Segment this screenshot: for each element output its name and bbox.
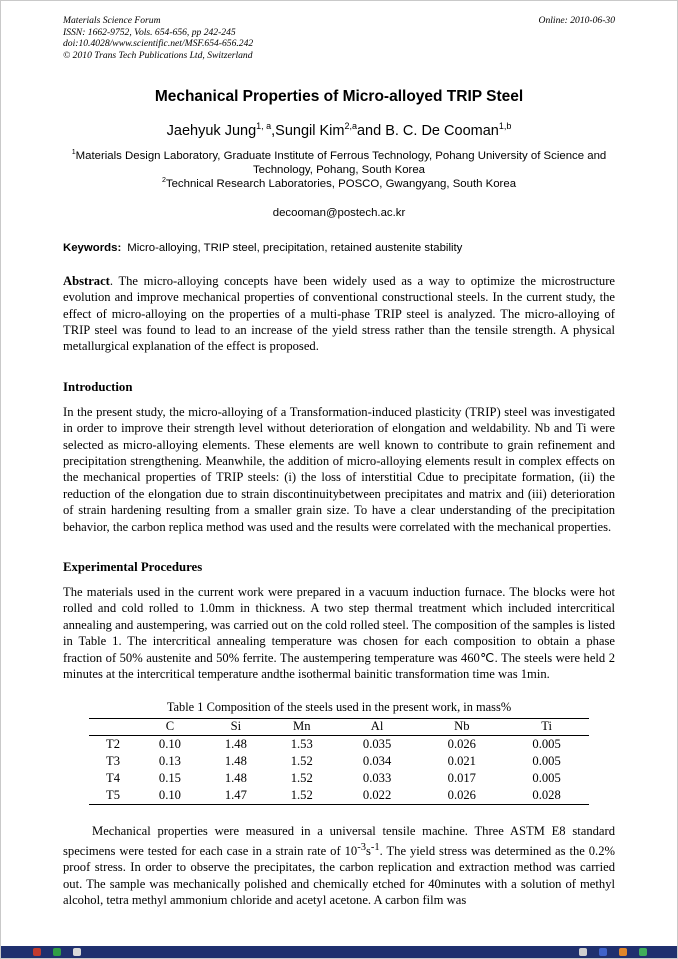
- table-cell: 1.53: [290, 737, 313, 752]
- table-cell: 1.52: [290, 754, 313, 769]
- table-header-cell: Nb: [419, 719, 504, 736]
- table-cell: 0.005: [532, 754, 561, 769]
- taskbar-right-icons: [579, 948, 647, 956]
- table-cell: 0.034: [362, 754, 392, 769]
- table-cell: T5: [106, 788, 120, 803]
- exponent-sup: -1: [370, 841, 380, 853]
- affiliations: [63, 150, 615, 191]
- affiliation-sup: 2: [161, 177, 166, 185]
- table-cell: 0.005: [532, 771, 561, 786]
- table-cell: 1.47: [224, 788, 247, 803]
- journal-issn-line: ISSN: 1662-9752, Vols. 654-656, pp 242-245: [63, 26, 236, 38]
- taskbar-icon[interactable]: [639, 948, 647, 956]
- author-affiliation-sup: 2,a: [344, 121, 357, 132]
- page-header: [63, 15, 615, 61]
- abstract-label: Abstract: [63, 273, 110, 288]
- affiliation-2: [63, 178, 615, 192]
- table-row: [89, 753, 589, 770]
- taskbar-icon[interactable]: [579, 948, 587, 956]
- table-cell: 1.48: [224, 737, 247, 752]
- section-heading-introduction: Introduction: [63, 379, 133, 394]
- table-cell: 0.017: [447, 771, 476, 786]
- table-header-cell: Mn: [269, 719, 335, 736]
- taskbar-icon[interactable]: [619, 948, 627, 956]
- table-row: [89, 736, 589, 754]
- table-cell: 0.10: [158, 737, 181, 752]
- table-row: [89, 770, 589, 787]
- table-cell: 0.033: [362, 771, 392, 786]
- keywords-line: [63, 242, 615, 254]
- table-cell: T3: [106, 754, 120, 769]
- table-cell: 0.13: [158, 754, 181, 769]
- affiliation-sup: 1: [71, 149, 76, 157]
- table-caption: Table 1 Composition of the steels used in the present work, in mass%: [166, 700, 512, 715]
- table-row: [89, 787, 589, 805]
- paragraph-text: s: [365, 844, 371, 859]
- journal-name: Materials Science Forum: [63, 15, 161, 26]
- journal-copyright-line: © 2010 Trans Tech Publications Ltd, Switzerland: [63, 49, 253, 61]
- author-name: Jaehyuk Jung: [166, 123, 257, 140]
- table-cell: 0.022: [362, 788, 392, 803]
- section-heading-experimental: Experimental Procedures: [63, 560, 203, 575]
- table-header-cell: Si: [203, 719, 269, 736]
- table-cell: 0.026: [447, 788, 476, 803]
- abstract-text: . The micro-alloying concepts have been widely used as a way to optimize the microstructure evolution and improve mechanical properties of conventional constructional steels. In the current study, the effect of micro-alloying on the properties of a multi-phase TRIP steel is analyzed. The micro-alloying of TRIP steel was found to lead to an increase of the yield stress rather than the tensile strength. A physical metallurgical explanation of the effect is proposed.: [63, 273, 615, 354]
- table-header-cell: C: [137, 719, 203, 736]
- taskbar[interactable]: [1, 946, 677, 958]
- paragraph-text: . The yield stress was determined as the 0.2% proof stress. In order to observe the precipitates, the carbon replication and extraction method was carried out. The sample was mechanically polished and chemically etched for 40minutes with a solution of methyl alcohol, tetra methyl ammonium chloride and acetyl acetone. A carbon film was: [63, 844, 615, 908]
- exponent-sup: -3: [357, 841, 366, 853]
- table-cell: 1.48: [224, 771, 247, 786]
- table-cell: 0.15: [158, 771, 181, 786]
- introduction-paragraph: In the present study, the micro-alloying of a Transformation-induced plasticity (TRIP) steel was investigated in order to improve their strength level without deterioration of elongation and weldability. Nb and Ti were selected as micro-alloying elements. These elements are well known to contribute to grain refinement and precipitation strengthening. Meanwhile, the addition of micro-alloying elements result in complex effects on the mechanical properties of TRIP steels: (i) the loss of interstitial Cdue to precipitate formation, (ii) the reduction of the elongation due to strain discontinuitybetween precipitates and matrix and (iii) deterioration of strain hardening resulting from a smaller grain size. To have a clear understanding of the precipitation behavior, the carbon replica method was used and the results were correlated with the mechanical properties.: [63, 404, 615, 534]
- author-name: ,Sungil Kim: [271, 123, 345, 140]
- taskbar-icon[interactable]: [73, 948, 81, 956]
- taskbar-left-icons: [33, 948, 81, 956]
- author-name: and B. C. De Cooman: [356, 123, 499, 140]
- experimental-paragraph: The materials used in the current work were prepared in a vacuum induction furnace. The blocks were hot rolled and cold rolled to 1.0mm in thickness. A two step thermal treatment which included intercritical annealing and austempering, was carried out on the cold rolled steel. The composition of the samples is listed in Table 1. The intercritical annealing temperature was chosen for each composition to obtain a phase fraction of 50% austenite and 50% ferrite. The austempering temperature was 460℃. The steels were held 2 minutes at the intercritical temperature andthe isothermal bainitic transformation time was 1min.: [63, 585, 615, 682]
- online-date: Online: 2010-06-30: [538, 15, 615, 26]
- table-cell: 0.035: [362, 737, 392, 752]
- author-affiliation-sup: 1, a: [256, 121, 272, 132]
- table-header-cell: Al: [335, 719, 420, 736]
- table-cell: 1.48: [224, 754, 247, 769]
- affiliation-text: Technical Research Laboratories, POSCO, Gwangyang, South Korea: [165, 177, 517, 190]
- keywords-text: Micro-alloying, TRIP steel, precipitation, retained austenite stability: [127, 241, 463, 254]
- table-cell: 0.021: [447, 754, 476, 769]
- table-cell: 0.10: [158, 788, 181, 803]
- table-header-cell: [89, 719, 137, 736]
- table-header-cell: Ti: [504, 719, 589, 736]
- journal-doi-line: doi:10.4028/www.scientific.net/MSF.654-656.242: [63, 38, 254, 50]
- table-cell: 0.005: [532, 737, 561, 752]
- table-cell: T4: [106, 771, 120, 786]
- table-cell: T2: [106, 737, 120, 752]
- taskbar-icon[interactable]: [599, 948, 607, 956]
- table-cell: 1.52: [290, 788, 313, 803]
- table-header-row: [89, 719, 589, 736]
- journal-info: [63, 15, 253, 61]
- keywords-label: Keywords:: [63, 241, 122, 254]
- contact-email: decooman@postech.ac.kr: [272, 206, 406, 219]
- paper-title: Mechanical Properties of Micro-alloyed TRIP Steel: [154, 88, 524, 106]
- paragraph-text: Mechanical properties were measured in a universal tensile machine. Three ASTM E8 standard specimens were tested for each case in a strain rate of 10: [63, 824, 615, 859]
- authors-line: [63, 123, 615, 139]
- author-affiliation-sup: 1,b: [498, 121, 512, 132]
- affiliation-1: [63, 150, 615, 178]
- taskbar-icon[interactable]: [33, 948, 41, 956]
- table-cell: 0.028: [532, 788, 561, 803]
- mechanical-properties-paragraph: [63, 823, 615, 908]
- taskbar-icon[interactable]: [53, 948, 61, 956]
- abstract-paragraph: [63, 273, 615, 355]
- table-cell: 0.026: [447, 737, 476, 752]
- affiliation-text: Materials Design Laboratory, Graduate Institute of Ferrous Technology, Pohang University of Science and Technology, Pohang, South Korea: [75, 150, 607, 177]
- table-cell: 1.52: [290, 771, 313, 786]
- composition-table: [89, 718, 589, 805]
